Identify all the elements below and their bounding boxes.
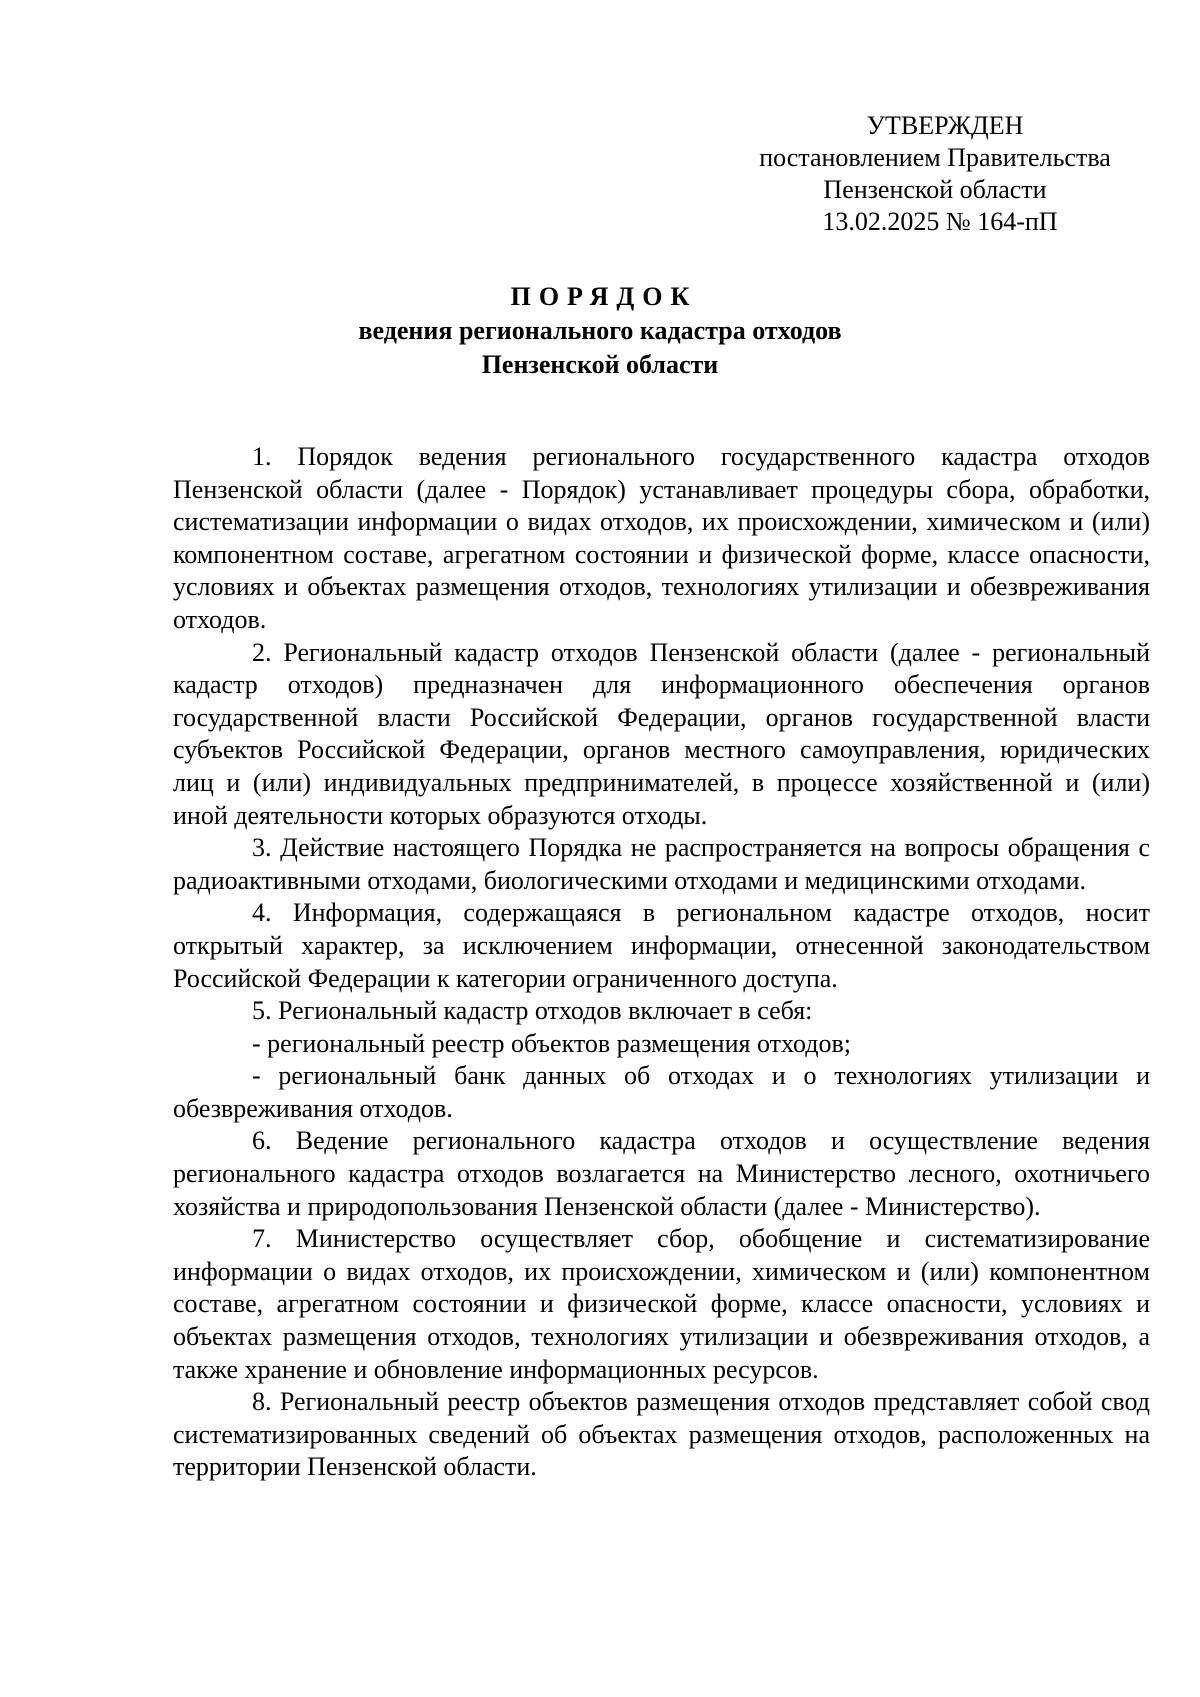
title-main: ПОРЯДОК (510, 282, 698, 311)
approval-line-date-number: 13.02.2025 № 164-пП (822, 207, 1058, 236)
paragraph-4: 4. Информация, содержащаяся в региональном кадастре отходов, носит открытый характер, за исключением информации, отнесенной законодательством Российской Федерации к категории ограниченного доступа. (173, 898, 1150, 993)
document-title (0, 280, 1200, 382)
paragraph-7: 7. Министерство осуществляет сбор, обобщение и систематизирование информации о видах отходов, их происхождении, химическом и (или) компонентном составе, агрегатном состоянии и физической форме, классе опасности, условиях и объектах размещения отходов, технологиях утилизации и обезвреживания отходов, а также хранение и обновление информационных ресурсов. (173, 1224, 1150, 1384)
paragraph-2: 2. Региональный кадастр отходов Пензенской области (далее - региональный кадастр отходов) предназначен для информационного обеспечения органов государственной власти Российской Федерации, органов государственной власти субъектов Российской Федерации, органов местного самоуправления, юридических лиц и (или) индивидуальных предпринимателей, в процессе хозяйственной и (или) иной деятельности которых образуются отходы. (173, 637, 1150, 830)
paragraph-6: 6. Ведение регионального кадастра отходов и осуществление ведения регионального кадастра отходов возлагается на Министерство лесного, охотничьего хозяйства и природопользования Пензенской области (далее - Министерство). (173, 1126, 1150, 1221)
paragraph-8: 8. Региональный реестр объектов размещения отходов представляет собой свод систематизированных сведений об объектах размещения отходов, расположенных на территории Пензенской области. (173, 1387, 1150, 1482)
paragraph-5: 5. Региональный кадастр отходов включает в себя: (252, 996, 813, 1026)
approval-line-resolution: постановлением Правительства (759, 143, 1111, 172)
approval-heading: УТВЕРЖДЕН (866, 111, 1024, 140)
approval-stamp (720, 110, 1150, 238)
document-body (173, 441, 1150, 1484)
approval-line-region: Пензенской области (823, 175, 1047, 204)
list-item-registry: - региональный реестр объектов размещения отходов; (252, 1028, 851, 1058)
paragraph-1: 1. Порядок ведения регионального государственного кадастра отходов Пензенской области (далее - Порядок) устанавливает процедуры сбора, обработки, систематизации информации о видах отходов, их происхождении, химическом и (или) компонентном составе, агрегатном состоянии и физической форме, классе опасности, условиях и объектах размещения отходов, технологиях утилизации и обезвреживания отходов. (173, 442, 1150, 634)
title-subtitle-line1: ведения регионального кадастра отходов (358, 316, 842, 345)
paragraph-3: 3. Действие настоящего Порядка не распространяется на вопросы обращения с радиоактивными отходами, биологическими отходами и медицинскими отходами. (173, 833, 1150, 895)
list-item-databank: - региональный банк данных об отходах и о технологиях утилизации и обезвреживания отходов. (173, 1061, 1150, 1123)
title-subtitle-line2: Пензенской области (481, 350, 719, 379)
